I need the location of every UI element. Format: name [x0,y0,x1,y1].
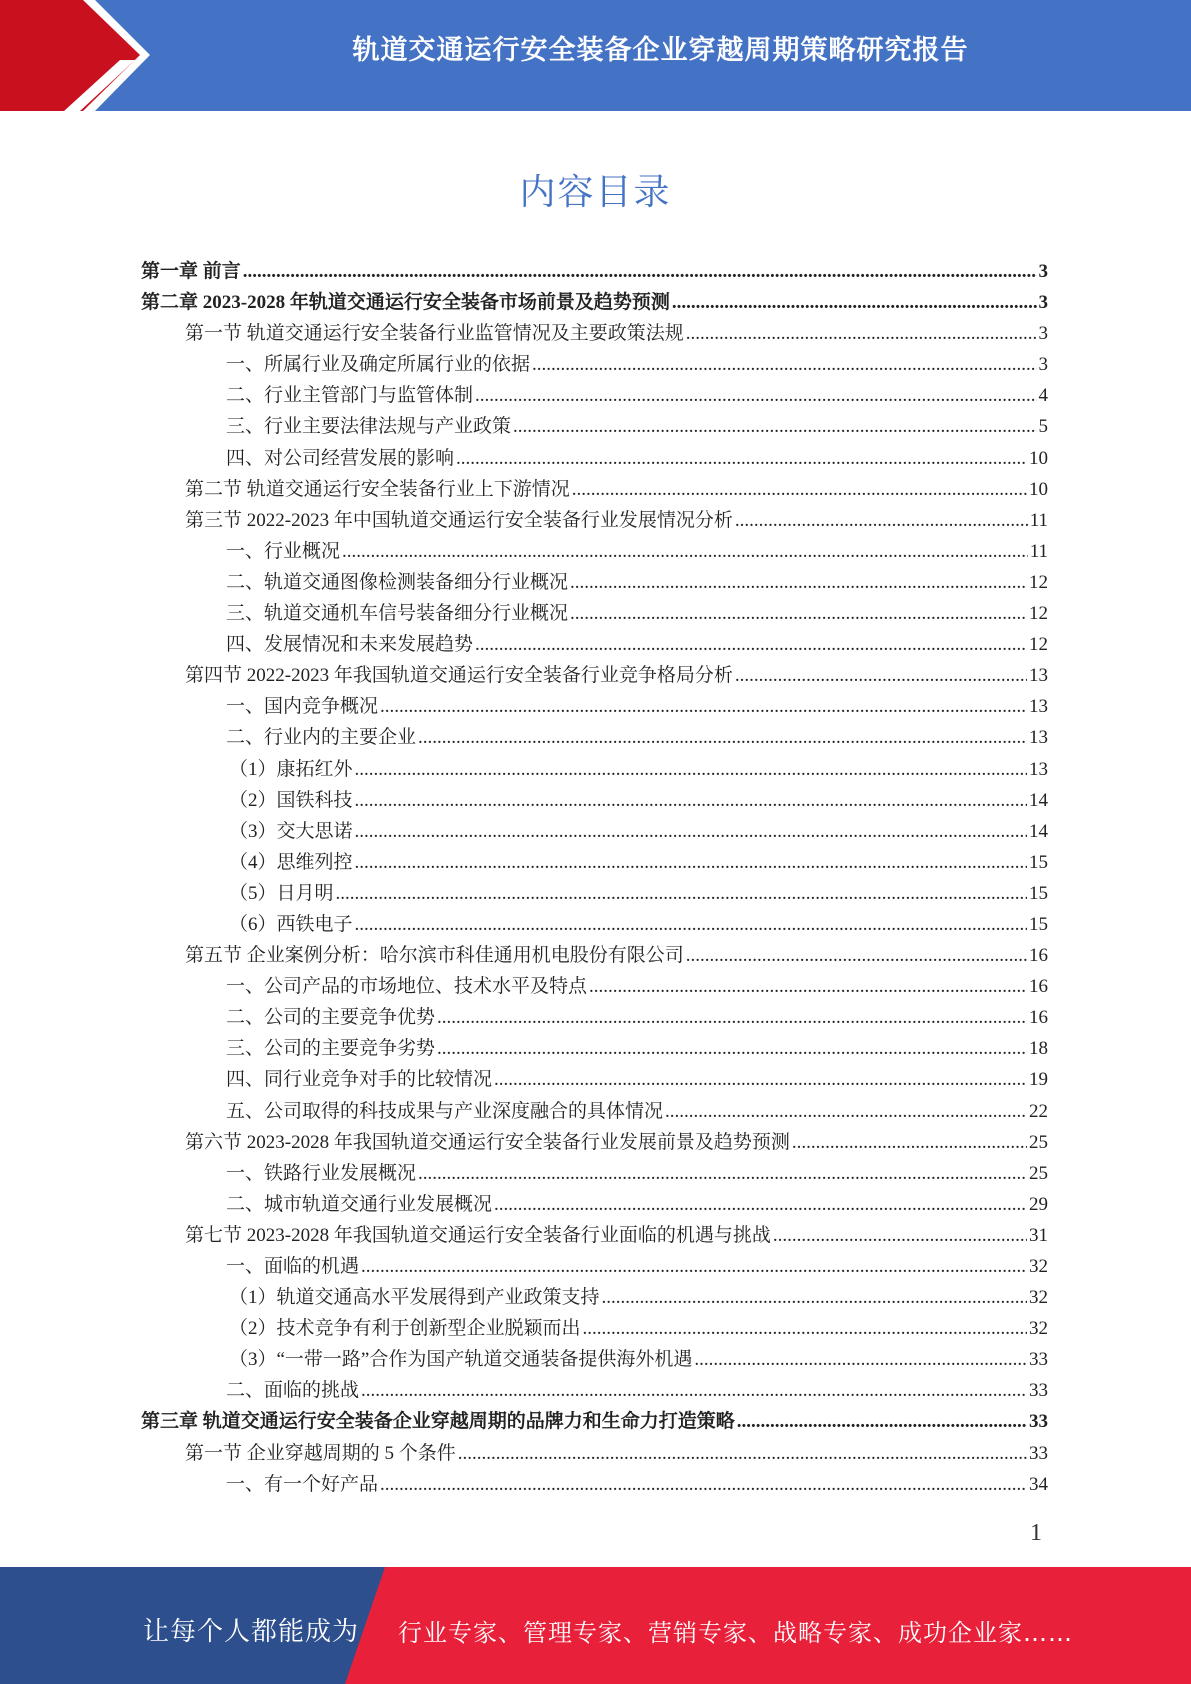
toc-dot-leader [243,256,1037,287]
page-header [0,0,1191,111]
toc-entry[interactable] [141,287,1048,318]
toc-dot-leader [355,816,1027,847]
toc-entry[interactable] [141,349,1048,380]
toc-entry-label: 第六节 2023-2028 年我国轨道交通运行安全装备行业发展前景及趋势预测 [185,1131,790,1153]
toc-entry[interactable] [141,847,1048,878]
toc-entry[interactable] [141,1313,1048,1344]
toc-entry-label: （6）西铁电子 [229,913,353,935]
toc-entry-label: 二、城市轨道交通行业发展概况 [226,1193,493,1215]
toc-entry[interactable] [141,1282,1048,1313]
toc-entry-label: 一、面临的机遇 [226,1256,360,1277]
toc-entry[interactable] [141,411,1048,442]
toc-dot-leader [570,598,1027,629]
toc-entry-page: 13 [1029,696,1048,718]
toc-dot-leader [570,567,1027,598]
toc-entry-page: 3 [1038,354,1048,376]
toc-entry-label: （2）技术竞争有利于创新型企业脱颖而出 [229,1318,581,1340]
toc-entry-label: 二、公司的主要竞争优势 [226,1007,436,1029]
toc-entry-page: 32 [1029,1256,1048,1277]
toc-entry-page: 3 [1038,261,1048,282]
toc-entry-page: 13 [1029,727,1048,749]
toc-entry[interactable] [141,318,1048,349]
toc-entry-page: 18 [1029,1038,1048,1060]
toc-heading: 内容目录 [519,172,672,213]
toc-entry-label: （2）国铁科技 [229,789,353,811]
toc-entry[interactable] [141,1033,1048,1064]
toc-entry-label: 三、轨道交通机车信号装备细分行业概况 [226,603,569,625]
toc-entry[interactable] [141,785,1048,816]
toc-entry[interactable] [141,474,1048,505]
toc-dot-leader [532,349,1036,380]
toc-entry-label: 一、有一个好产品 [226,1473,379,1495]
toc-entry-label: 一、行业概况 [226,540,341,562]
toc-entry-page: 10 [1029,478,1048,500]
toc-entry-label: 第三节 2022-2023 年中国轨道交通运行安全装备行业发展情况分析 [185,509,733,531]
toc-dot-leader [773,1220,1027,1251]
toc-entry[interactable] [141,1127,1048,1158]
toc-entry[interactable] [141,660,1048,691]
toc-entry-page: 29 [1029,1193,1048,1215]
toc-dot-leader [686,318,1037,349]
toc-dot-leader [418,722,1027,753]
toc-entry[interactable] [141,1220,1048,1251]
toc-entry[interactable] [141,380,1048,411]
table-of-contents [141,256,1048,1500]
toc-entry-page: 14 [1029,820,1048,842]
toc-dot-leader [694,1344,1027,1375]
toc-entry-page: 32 [1029,1318,1048,1340]
toc-entry-page: 11 [1029,509,1048,531]
toc-entry-page: 15 [1029,882,1048,904]
toc-entry[interactable] [141,1469,1048,1500]
toc-entry-label: 第五节 企业案例分析：哈尔滨市科佳通用机电股份有限公司 [185,945,684,967]
toc-entry-label: 第四节 2022-2023 年我国轨道交通运行安全装备行业竞争格局分析 [185,665,733,687]
toc-entry-page: 3 [1038,323,1048,345]
toc-entry-page: 34 [1029,1473,1048,1495]
toc-dot-leader [494,1064,1027,1095]
toc-entry[interactable] [141,1189,1048,1220]
toc-entry[interactable] [141,1375,1048,1406]
toc-entry-page: 10 [1029,447,1048,469]
toc-entry-label: 第一节 轨道交通运行安全装备行业监管情况及主要政策法规 [185,323,684,345]
toc-entry[interactable] [141,598,1048,629]
toc-entry-page: 15 [1029,913,1048,935]
toc-dot-leader [572,474,1027,505]
toc-dot-leader [342,536,1028,567]
toc-entry[interactable] [141,505,1048,536]
toc-entry-label: （3）交大思诺 [229,820,353,842]
toc-entry-page: 22 [1029,1100,1048,1122]
toc-entry[interactable] [141,691,1048,722]
toc-dot-leader [735,505,1028,536]
toc-entry[interactable] [141,1438,1048,1469]
toc-dot-leader [735,660,1027,691]
toc-entry[interactable] [141,1406,1048,1437]
toc-entry[interactable] [141,629,1048,660]
toc-entry-page: 25 [1029,1162,1048,1184]
toc-dot-leader [361,1375,1027,1406]
toc-entry-label: 一、所属行业及确定所属行业的依据 [226,354,531,376]
toc-entry-label: （3）“一带一路”合作为国产轨道交通装备提供海外机遇 [229,1349,693,1371]
toc-dot-leader [380,691,1027,722]
toc-entry-label: 二、轨道交通图像检测装备细分行业概况 [226,571,569,593]
toc-entry-page: 4 [1038,385,1048,407]
toc-entry-page: 5 [1038,416,1048,438]
toc-dot-leader [355,909,1027,940]
toc-entry-page: 13 [1029,665,1048,687]
toc-dot-leader [355,785,1027,816]
toc-entry-label: 第七节 2023-2028 年我国轨道交通运行安全装备行业面临的机遇与挑战 [185,1224,771,1246]
toc-dot-leader [513,411,1036,442]
toc-entry-label: 五、公司取得的科技成果与产业深度融合的具体情况 [226,1100,664,1122]
toc-entry[interactable] [141,940,1048,971]
toc-dot-leader [355,754,1027,785]
toc-entry[interactable] [141,1064,1048,1095]
toc-entry[interactable] [141,1096,1048,1127]
toc-dot-leader [361,1251,1027,1282]
toc-entry-page: 33 [1029,1411,1048,1433]
page-footer [0,1567,1191,1684]
toc-dot-leader [494,1189,1027,1220]
toc-dot-leader [792,1127,1027,1158]
toc-entry-page: 12 [1029,571,1048,593]
toc-dot-leader [665,1096,1027,1127]
toc-entry-page: 12 [1029,634,1048,656]
toc-entry[interactable] [141,816,1048,847]
toc-entry-label: 第一章 前言 [141,261,241,282]
toc-entry-page: 16 [1029,1007,1048,1029]
footer-slogan-right: 行业专家、管理专家、营销专家、战略专家、成功企业家…… [398,1619,1073,1647]
toc-entry-page: 16 [1029,976,1048,998]
toc-entry-label: 一、公司产品的市场地位、技术水平及特点 [226,976,588,998]
toc-entry-page: 11 [1029,540,1048,562]
toc-dot-leader [456,443,1027,474]
toc-dot-leader [672,287,1037,318]
toc-entry-label: （1）康拓红外 [229,758,353,780]
toc-entry-page: 16 [1029,945,1048,967]
toc-dot-leader [589,971,1027,1002]
toc-entry-label: 二、行业主管部门与监管体制 [226,385,474,407]
toc-entry-label: 四、同行业竞争对手的比较情况 [226,1069,493,1091]
toc-entry-label: （4）思维列控 [229,851,353,873]
toc-dot-leader [583,1313,1027,1344]
toc-entry-page: 3 [1038,292,1048,314]
toc-dot-leader [475,629,1027,660]
toc-entry[interactable] [141,754,1048,785]
toc-entry[interactable] [141,878,1048,909]
toc-entry-page: 12 [1029,603,1048,625]
toc-entry-label: 一、铁路行业发展概况 [226,1162,417,1184]
toc-entry[interactable] [141,443,1048,474]
toc-entry-page: 31 [1029,1224,1048,1246]
toc-entry-page: 13 [1029,758,1048,780]
toc-entry-label: 四、发展情况和未来发展趋势 [226,634,474,656]
toc-entry-page: 33 [1029,1380,1048,1402]
toc-entry-page: 33 [1029,1349,1048,1371]
toc-entry-label: 一、国内竞争概况 [226,696,379,718]
toc-entry-page: 15 [1029,851,1048,873]
toc-dot-leader [737,1406,1027,1437]
toc-entry-label: 第一节 企业穿越周期的 5 个条件 [185,1442,456,1464]
toc-entry[interactable] [141,1344,1048,1375]
toc-dot-leader [602,1282,1027,1313]
toc-entry-page: 32 [1029,1287,1048,1309]
toc-entry-label: （5）日月明 [229,882,334,904]
toc-dot-leader [355,847,1027,878]
toc-entry-label: 二、面临的挑战 [226,1380,360,1402]
report-title: 轨道交通运行安全装备企业穿越周期策略研究报告 [352,35,969,66]
toc-entry-page: 19 [1029,1069,1048,1091]
toc-entry-label: 三、公司的主要竞争劣势 [226,1038,436,1060]
toc-dot-leader [458,1438,1027,1469]
toc-entry-label: （1）轨道交通高水平发展得到产业政策支持 [229,1287,600,1309]
toc-entry-page: 25 [1029,1131,1048,1153]
toc-dot-leader [437,1002,1027,1033]
toc-entry[interactable] [141,1002,1048,1033]
toc-entry[interactable] [141,256,1048,287]
toc-entry[interactable] [141,971,1048,1002]
toc-entry[interactable] [141,1158,1048,1189]
toc-entry[interactable] [141,536,1048,567]
toc-entry[interactable] [141,722,1048,753]
toc-dot-leader [418,1158,1027,1189]
toc-entry-label: 二、行业内的主要企业 [226,727,417,749]
toc-entry[interactable] [141,909,1048,940]
toc-entry-page: 14 [1029,789,1048,811]
toc-entry-label: 三、行业主要法律法规与产业政策 [226,416,512,438]
toc-entry-label: 第二章 2023-2028 年轨道交通运行安全装备市场前景及趋势预测 [141,292,670,314]
toc-entry-label: 四、对公司经营发展的影响 [226,447,455,469]
toc-entry-page: 33 [1029,1442,1048,1464]
toc-dot-leader [336,878,1027,909]
toc-dot-leader [686,940,1027,971]
page-number: 1 [1030,1520,1042,1546]
toc-dot-leader [380,1469,1027,1500]
toc-entry[interactable] [141,1251,1048,1282]
footer-slogan-left: 让每个人都能成为 [143,1617,360,1647]
toc-entry-label: 第二节 轨道交通运行安全装备行业上下游情况 [185,478,570,500]
toc-entry[interactable] [141,567,1048,598]
toc-entry-label: 第三章 轨道交通运行安全装备企业穿越周期的品牌力和生命力打造策略 [141,1411,735,1433]
toc-dot-leader [437,1033,1027,1064]
toc-dot-leader [475,380,1036,411]
